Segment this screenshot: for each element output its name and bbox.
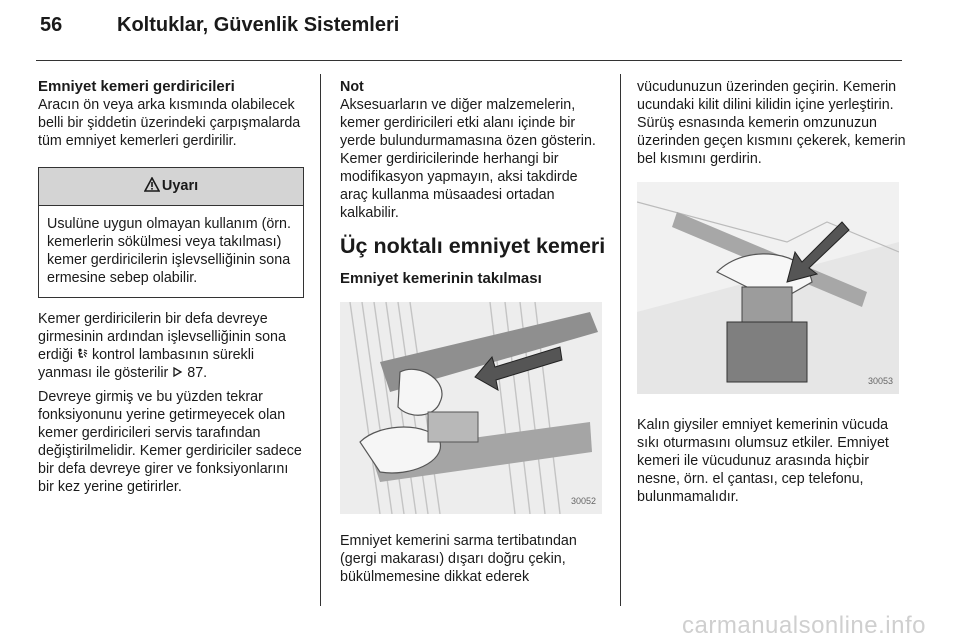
column-1 — [38, 78, 304, 496]
paragraph-indicator-text-a: Kemer gerdiricilerin bir defa devreye girmesinin ardından işlevselliğinin sona erdiği — [38, 311, 286, 363]
column-3 — [637, 78, 907, 506]
paragraph-indicator-text-b: kontrol lambasının sürekli yanması ile gösterilir — [38, 347, 255, 381]
figure-number: 30053 — [867, 376, 893, 386]
warning-triangle-icon — [144, 177, 160, 192]
column-divider-2 — [620, 74, 621, 606]
section-heading-fastening: Emniyet kemerinin takılması — [340, 270, 542, 287]
warning-body: Usulüne uygun olmayan kullanım (örn. kemerlerin sökülmesi veya takılması) kemer gerdiricilerin işlevselliğinin sona ermesine sebep olabilir. — [47, 216, 291, 286]
figure-buckle — [637, 182, 899, 394]
belt-pull-illustration — [340, 302, 602, 514]
note-body: Aksesuarların ve diğer malzemelerin, kemer gerdiricileri etki alanı içinde bir yerde bulundurmamasına özen gösterin. Kemer gerdiricilerinde herhangi bir modifikasyon yapmayın, aksi takdirde araç kullanma müsaadesi ortadan kalkabilir. — [340, 97, 596, 221]
figure-number: 30052 — [570, 496, 596, 506]
airbag-lamp-icon — [77, 348, 88, 360]
buckle-illustration — [637, 182, 899, 394]
warning-title: Uyarı — [161, 178, 199, 194]
figure-caption: Emniyet kemerini sarma tertibatından (gergi makarası) dışarı doğru çekin, bükülmemesine dikkat ederek — [340, 533, 577, 585]
warning-box — [38, 167, 304, 298]
section-heading-belt-tensioners: Emniyet kemeri gerdiricileri — [38, 78, 235, 95]
page-number: 56 — [40, 14, 63, 36]
fastening-continued: vücudunuzun üzerinden geçirin. Kemerin ucundaki kilit dilini kilidin içine yerleştirin. Sürüş esnasında kemerin omzunuzun üzerinden geçen kısmını çekerek, kemerin bel kısmını gerdirin. — [637, 79, 906, 167]
clothing-warning-text: Kalın giysiler emniyet kemerinin vücuda sıkı oturmasını olumsuz etkiler. Emniyet kemeri ile vücudunuz arasında hiçbir nesne, örn. el çantası, cep telefonu, bulunmamalıdır. — [637, 417, 889, 505]
column-divider-1 — [320, 74, 321, 606]
watermark: carmanualsonline.info — [682, 612, 926, 639]
page-reference-icon[interactable] — [172, 366, 183, 378]
chapter-title: Koltuklar, Güvenlik Sistemleri — [117, 14, 400, 36]
page-reference[interactable]: 87. — [187, 365, 208, 381]
paragraph-indicator — [38, 310, 304, 382]
paragraph-replacement: Devreye girmiş ve bu yüzden tekrar fonksiyonunu yerine getirmeyecek olan kemer gerdiricileri servis tarafından değiştirilmelidir. Kemer gerdiriciler sadece bir defa devreye girer ve fonksiyonlarını bir kez yerine getirirler. — [38, 389, 302, 495]
warning-header — [39, 168, 303, 206]
figure-belt-pull — [340, 302, 602, 514]
intro-paragraph: Aracın ön veya arka kısmında olabilecek belli bir şiddetin üzerindeki çarpışmalarda tüm emniyet kemerleri gerdirilir. — [38, 97, 301, 149]
header-rule — [36, 60, 902, 61]
main-heading: Üç noktalı emniyet kemeri — [340, 234, 606, 258]
note-title: Not — [340, 79, 364, 95]
column-2 — [340, 78, 606, 586]
